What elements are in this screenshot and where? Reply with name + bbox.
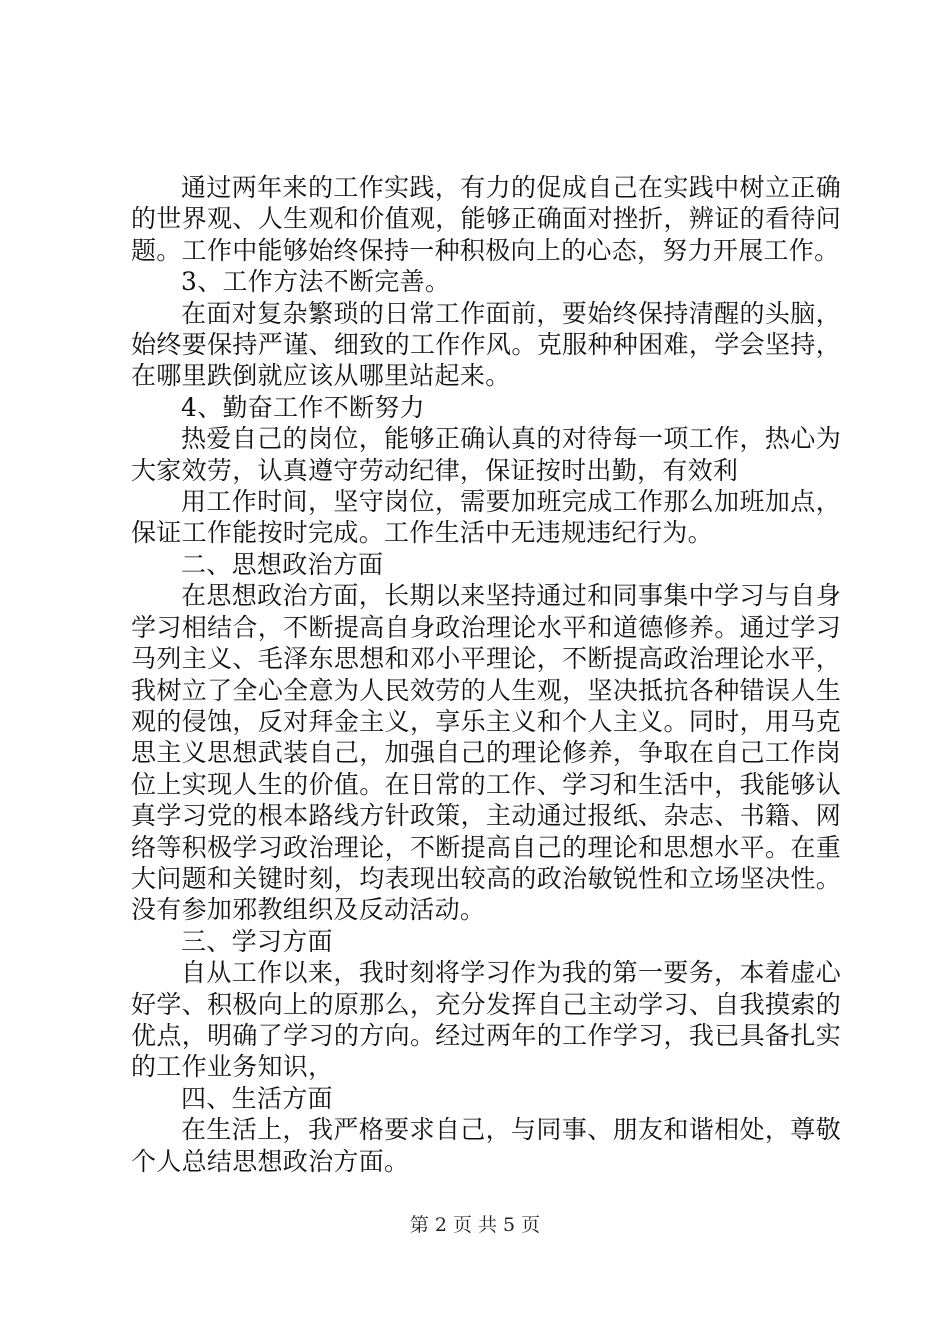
- paragraph-life: 在生活上，我严格要求自己，与同事、朋友和谐相处，尊敬个人总结思想政治方面。: [131, 1115, 841, 1176]
- paragraph-diligent-work: 热爱自己的岗位，能够正确认真的对待每一项工作，热心为大家效劳，认真遵守劳动纪律，保证按时出勤，有效利: [131, 424, 841, 485]
- heading-political-thought: 二、思想政治方面: [181, 549, 384, 579]
- paragraph-work-practice: 通过两年来的工作实践，有力的促成自己在实践中树立正确的世界观、人生观和价值观，能够正确面对挫折，辨证的看待问题。工作中能够始终保持一种积极向上的心态，努力开展工作。: [131, 173, 841, 265]
- document-body: [131, 172, 841, 1177]
- heading-study: 三、学习方面: [181, 926, 333, 956]
- paragraph-work-time: 用工作时间，坚守岗位，需要加班完成工作那么加班加点，保证工作能按时完成。工作生活中无违规违纪行为。: [131, 487, 841, 548]
- paragraph-work-method: 在面对复杂繁琐的日常工作面前，要始终保持清醒的头脑，始终要保持严谨、细致的工作作风。克服种种困难，学会坚持，在哪里跌倒就应该从哪里站起来。: [131, 298, 841, 391]
- heading-life: 四、生活方面: [181, 1083, 333, 1113]
- heading-work-method: 3、工作方法不断完善。: [181, 267, 451, 297]
- heading-diligent-work: 4、勤奋工作不断努力: [181, 392, 425, 422]
- paragraph-political-thought: 在思想政治方面，长期以来坚持通过和同事集中学习与自身学习相结合，不断提高自身政治理论水平和道德修养。通过学习马列主义、毛泽东思想和邓小平理论，不断提高政治理论水平，我树立了全心全意为人民效劳的人生观，坚决抵抗各种错误人生观的侵蚀，反对拜金主义，享乐主义和个人主义。同时，用马克思主义思想武装自己，加强自己的理论修养，争取在自己工作岗位上实现人生的价值。在日常的工作、学习和生活中，我能够认真学习党的根本路线方针政策，主动通过报纸、杂志、书籍、网络等积极学习政治理论，不断提高自己的理论和思想水平。在重大问题和关键时刻，均表现出较高的政治敏锐性和立场坚决性。没有参加邪教组织及反动活动。: [131, 581, 841, 925]
- page-number-label: 第 2 页 共 5 页: [409, 1214, 541, 1236]
- page-footer: [0, 1213, 950, 1237]
- paragraph-study: 自从工作以来，我时刻将学习作为我的第一要务，本着虚心好学、积极向上的原那么，充分发挥自己主动学习、自我摸索的优点，明确了学习的方向。经过两年的工作学习，我已具备扎实的工作业务知识，: [131, 958, 841, 1082]
